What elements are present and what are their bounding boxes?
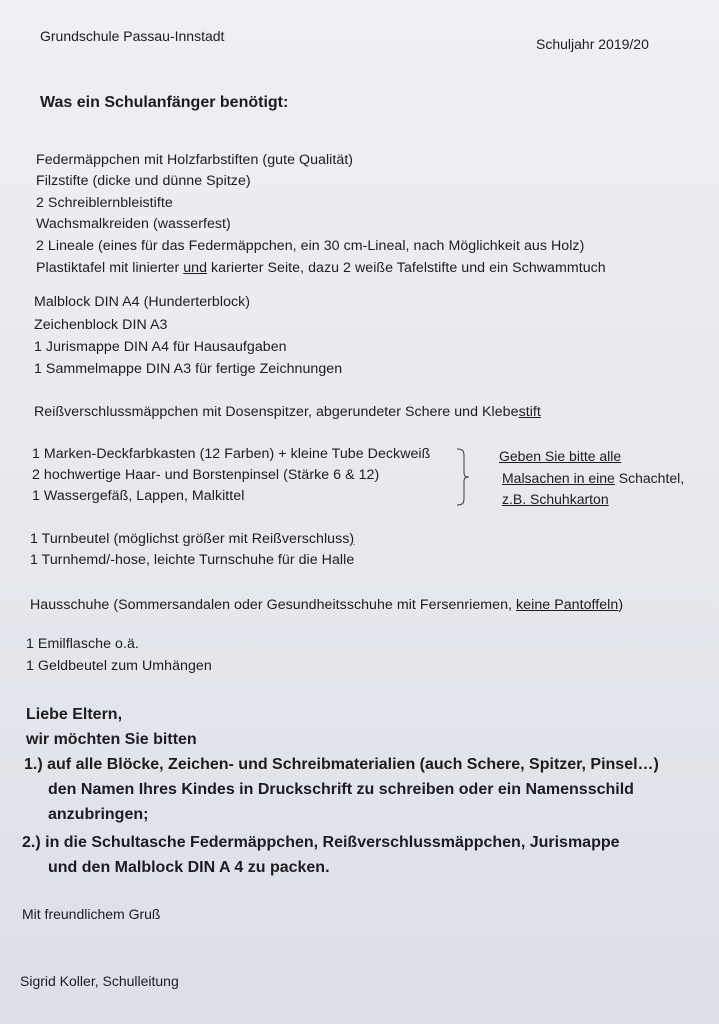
note-line-2-rest: Schachtel, — [614, 470, 685, 486]
tafel-text-end: karierter Seite, dazu 2 weiße Tafelstifte und ein Schwammtuch — [207, 260, 606, 276]
letter-point-1-line-2: den Namen Ihres Kindes in Druckschrift zu schreiben oder ein Namensschild — [48, 781, 634, 798]
list-item: Filzstifte (dicke und dünne Spitze) — [36, 173, 251, 189]
list-item: 1 Geldbeutel zum Umhängen — [26, 658, 212, 674]
list-item-reiss — [34, 404, 541, 420]
list-item-tafel — [36, 260, 606, 276]
haus-underlined: keine Pantoffeln — [516, 597, 619, 613]
letter-point-1-line-3: anzubringen; — [48, 806, 149, 823]
haus-text-end: ) — [618, 597, 624, 613]
note-line-3: z.B. Schuhkarton — [502, 491, 609, 507]
school-name: Grundschule Passau-Innstadt — [40, 28, 225, 44]
reiss-text: Reißverschlussmäppchen mit Dosenspitzer, abgerundeter Schere und Klebe — [34, 404, 519, 420]
letter-point-1-line-1: 1.) auf alle Blöcke, Zeichen- und Schreibmaterialien (auch Schere, Spitzer, Pinsel…) — [24, 756, 659, 773]
tafel-text-start: Plastiktafel mit linierter — [36, 260, 184, 276]
list-item: 1 Jurismappe DIN A4 für Hausaufgaben — [34, 339, 287, 355]
list-item: Malblock DIN A4 (Hunderterblock) — [34, 294, 251, 310]
curly-brace-icon — [456, 448, 470, 506]
list-item: 2 Lineale (eines für das Federmäppchen, ein 30 cm-Lineal, nach Möglichkeit aus Holz) — [36, 238, 585, 254]
page-title: Was ein Schulanfänger benötigt: — [40, 94, 289, 111]
letter-point-2-line-1: 2.) in die Schultasche Federmäppchen, Reißverschlussmäppchen, Jurismappe — [22, 834, 620, 851]
tafel-und-underlined: und — [183, 260, 208, 276]
list-item: Federmäppchen mit Holzfarbstiften (gute Qualität) — [36, 152, 354, 168]
list-item: 2 hochwertige Haar- und Borstenpinsel (Stärke 6 & 12) — [32, 467, 380, 483]
list-item: Wachsmalkreiden (wasserfest) — [36, 216, 231, 232]
letter-greeting: Liebe Eltern, — [26, 706, 123, 723]
note-line-1: Geben Sie bitte alle — [499, 448, 622, 464]
list-item-hausschuhe — [30, 597, 623, 613]
list-item: Zeichenblock DIN A3 — [34, 317, 168, 333]
list-item: 1 Marken-Deckfarbkasten (12 Farben) + kleine Tube Deckweiß — [32, 446, 431, 462]
list-item: 1 Emilflasche o.ä. — [26, 636, 139, 652]
letter-intro: wir möchten Sie bitten — [26, 731, 197, 748]
list-item: 1 Turnhemd/-hose, leichte Turnschuhe für die Halle — [30, 552, 355, 568]
list-item: 2 Schreiblernbleistifte — [36, 195, 173, 211]
reiss-underlined: stift — [518, 404, 541, 420]
haus-text: Hausschuhe (Sommersandalen oder Gesundheitsschuhe mit Fersenriemen, — [30, 597, 517, 613]
list-item: 1 Sammelmappe DIN A3 für fertige Zeichnungen — [34, 361, 343, 377]
closing: Mit freundlichem Gruß — [22, 906, 161, 922]
list-item: 1 Wassergefäß, Lappen, Malkittel — [32, 488, 245, 504]
turnbeutel-underlined: ) — [349, 531, 355, 547]
list-item-turnbeutel — [30, 531, 354, 547]
letter-point-2-line-2: und den Malblock DIN A 4 zu packen. — [48, 859, 330, 876]
signature: Sigrid Koller, Schulleitung — [20, 973, 179, 989]
note-line-2-underlined: Malsachen in eine — [502, 470, 615, 486]
school-year: Schuljahr 2019/20 — [536, 36, 649, 52]
turnbeutel-text: 1 Turnbeutel (möglichst größer mit Reißverschluss — [30, 531, 350, 547]
note-line-2 — [502, 470, 684, 486]
